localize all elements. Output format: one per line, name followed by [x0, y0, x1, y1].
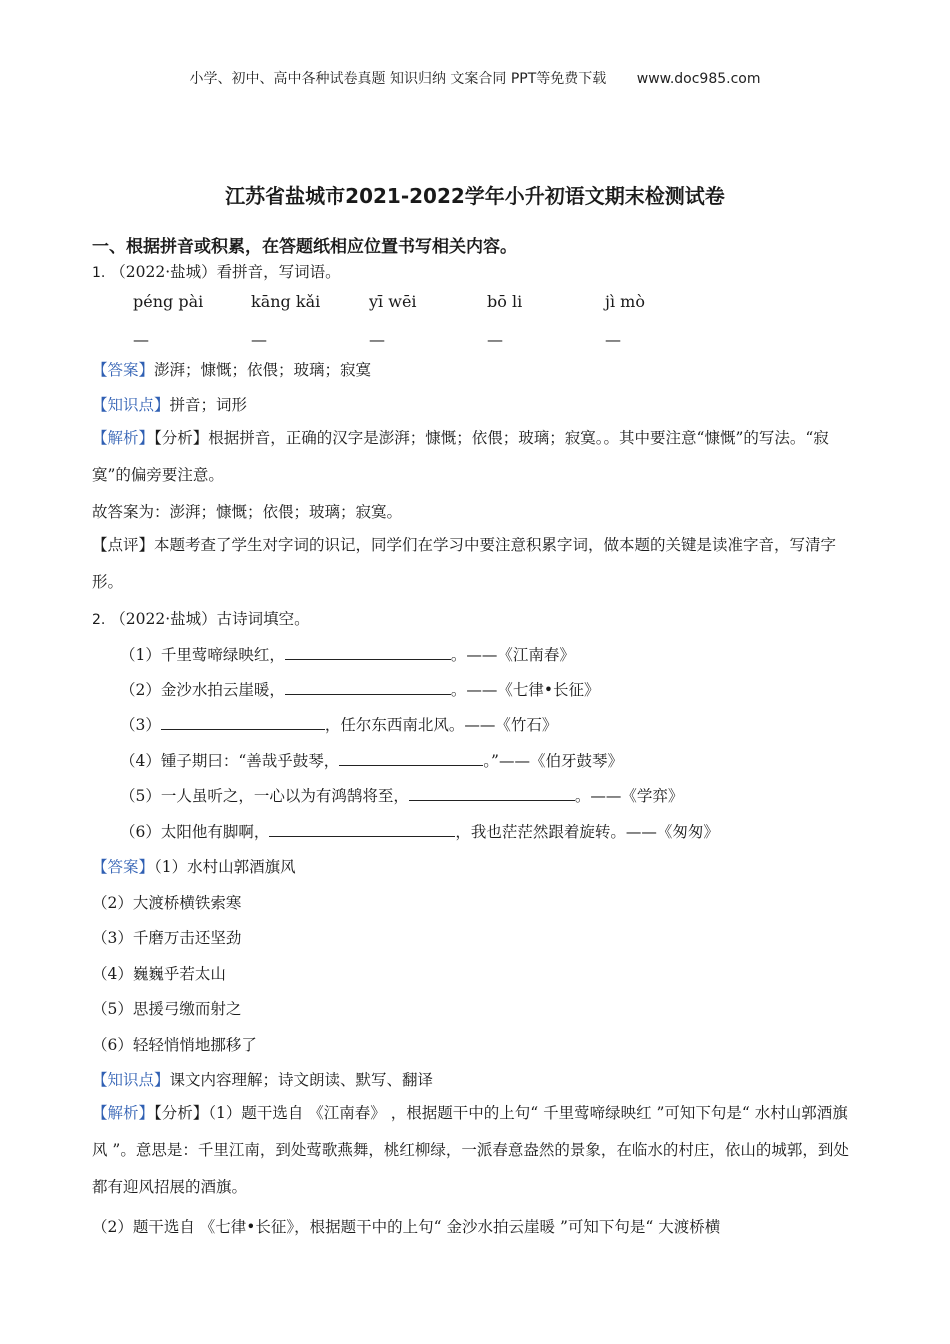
poem-fill-item: （3） ，任尔东西南北风。——《竹石》 — [120, 716, 558, 734]
knowledge-tag: 【知识点】 — [92, 1071, 170, 1089]
poem-fill-item: （2）金沙水拍云崖暖， 。——《七律•长征》 — [120, 681, 600, 699]
fill-blank[interactable] — [339, 751, 483, 766]
fill-blank[interactable] — [161, 715, 325, 730]
analysis-tag: 【解析】 — [92, 429, 155, 447]
answer-line: （4）巍巍乎若太山 — [92, 965, 226, 983]
answer-line: 【答案】（1）水村山郭酒旗风 — [92, 858, 296, 876]
question-2-prompt: 2. （2022·盐城）古诗词填空。 — [92, 610, 310, 628]
section-heading: 一、根据拼音或积累，在答题纸相应位置书写相关内容。 — [92, 237, 517, 257]
analysis-paragraph: 【解析】【分析】（1）题干选自 《江南春》 ，根据题干中的上句“ 千里莺啼绿映红 ”可知下句是“ 水村山郭酒旗风 ”。意思是：千里江南，到处莺歌燕舞，桃红柳绿，一派春意盎然的景象，在临水的村庄，依山的城郭，到处都有迎风招展的酒旗。 — [92, 1104, 849, 1196]
pinyin-item: jì mò — [605, 292, 645, 311]
answer-line: （2）大渡桥横铁索寒 — [92, 894, 242, 912]
answer-blank: — — [605, 330, 621, 349]
header-text: 小学、初中、高中各种试卷真题 知识归纳 文案合同 PPT等免费下载 — [189, 71, 607, 87]
fill-blank[interactable] — [285, 645, 451, 660]
question-number: 1. — [92, 265, 106, 281]
comment-paragraph: 【点评】本题考查了学生对字词的识记，同学们在学习中要注意积累字词，做本题的关键是读准字音，写清字形。 — [92, 536, 837, 591]
poem-fill-item: （6）太阳他有脚啊， ，我也茫茫然跟着旋转。——《匆匆》 — [120, 823, 719, 841]
fill-blank[interactable] — [269, 822, 455, 837]
analysis-paragraph: 【解析】【分析】根据拼音，正确的汉字是澎湃；慷慨；依偎；玻璃；寂寞。。其中要注意“慷慨”的写法。“寂寞”的偏旁要注意。 — [92, 429, 829, 484]
analysis-paragraph: （2）题干选自 《七律•长征》，根据题干中的上句“ 金沙水拍云崖暖 ”可知下句是“ 大渡桥横 — [92, 1218, 721, 1236]
conclusion-line: 故答案为：澎湃；慷慨；依偎；玻璃；寂寞。 — [92, 503, 403, 521]
poem-fill-item: （1）千里莺啼绿映红， 。——《江南春》 — [120, 646, 575, 664]
answer-blank: — — [487, 330, 503, 349]
knowledge-point-line: 【知识点】拼音；词形 — [92, 396, 248, 414]
answer-line: 【答案】澎湃；慷慨；依偎；玻璃；寂寞 — [92, 361, 372, 379]
poem-fill-item: （5）一人虽听之，一心以为有鸿鹄将至， 。——《学弈》 — [120, 787, 684, 805]
analysis-tag: 【解析】 — [92, 1104, 155, 1122]
question-number: 2. — [92, 612, 106, 628]
answer-blank: — — [369, 330, 385, 349]
question-1-prompt: 1. （2022·盐城）看拼音，写词语。 — [92, 263, 341, 281]
answer-blank: — — [251, 330, 267, 349]
fill-blank[interactable] — [285, 680, 451, 695]
knowledge-point-line: 【知识点】课文内容理解；诗文朗读、默写、翻译 — [92, 1071, 434, 1089]
answer-tag: 【答案】 — [92, 361, 155, 379]
page-header — [0, 68, 950, 88]
header-site-link[interactable]: www.doc985.com — [636, 71, 761, 87]
knowledge-tag: 【知识点】 — [92, 396, 170, 414]
page-title: 江苏省盐城市2021-2022学年小升初语文期末检测试卷 — [225, 184, 725, 208]
pinyin-item: bō li — [487, 292, 523, 311]
fill-blank[interactable] — [409, 786, 575, 801]
answer-blank: — — [133, 330, 149, 349]
answer-line: （3）千磨万击还坚劲 — [92, 929, 242, 947]
pinyin-item: kāng kǎi — [251, 292, 321, 311]
answer-line: （5）思援弓缴而射之 — [92, 1000, 242, 1018]
pinyin-item: péng pài — [133, 292, 204, 311]
answer-tag: 【答案】 — [92, 858, 155, 876]
answer-line: （6）轻轻悄悄地挪移了 — [92, 1036, 257, 1054]
pinyin-item: yī wēi — [369, 292, 417, 311]
poem-fill-item: （4）锺子期曰：“善哉乎鼓琴， 。”——《伯牙鼓琴》 — [120, 752, 623, 770]
